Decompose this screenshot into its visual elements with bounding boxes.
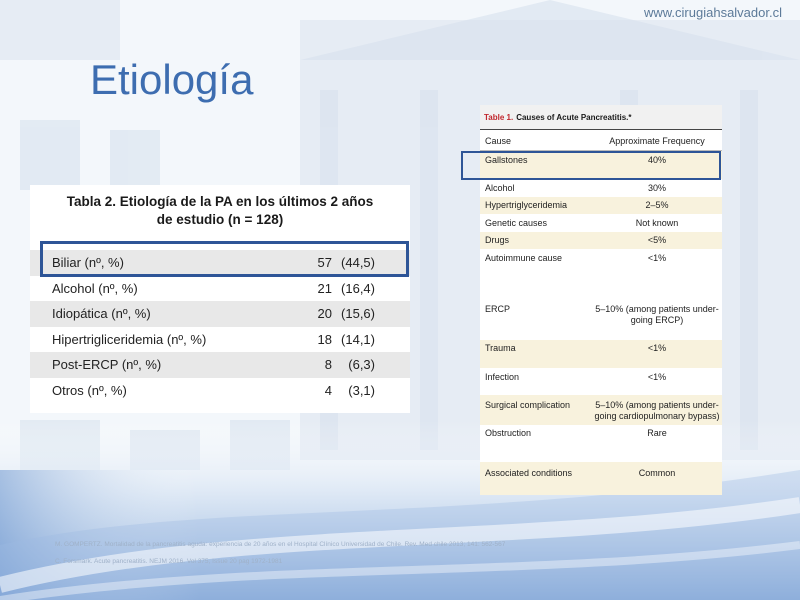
- row-percent: (6,3): [348, 357, 375, 373]
- row-frequency-line: 40%: [647, 154, 666, 165]
- table-row: [30, 250, 410, 276]
- row-label: Hipertrigliceridemia (nº, %): [52, 331, 207, 347]
- table-2-title: [30, 193, 410, 229]
- row-label: Biliar (nº, %): [52, 255, 124, 270]
- table-row: [30, 378, 410, 404]
- row-count: 21: [317, 280, 332, 296]
- row-cause: Alcohol: [485, 182, 515, 193]
- row-percent: (3,1): [348, 382, 375, 398]
- row-frequency-line: 5–10% (among patients under-: [595, 399, 719, 410]
- row-frequency-line: <1%: [647, 342, 667, 353]
- row-frequency: [592, 235, 722, 246]
- row-cause: Infection: [485, 371, 520, 382]
- table-1-header: [480, 130, 722, 151]
- row-frequency: [592, 428, 722, 439]
- row-frequency-line: Common: [638, 467, 676, 478]
- row-cause: Obstruction: [485, 427, 532, 438]
- table-row: [480, 197, 722, 214]
- table-row: [480, 151, 722, 179]
- table-1-title-label: Table 1.: [484, 113, 514, 122]
- table-row: [480, 395, 722, 425]
- table-row: [480, 295, 722, 340]
- row-frequency: [592, 253, 722, 264]
- row-cause: Associated conditions: [485, 467, 573, 478]
- row-frequency-line: <1%: [647, 252, 667, 263]
- row-cause: Hypertriglyceridemia: [485, 199, 568, 210]
- row-frequency-line: <5%: [647, 234, 667, 245]
- row-frequency-line-2: going ERCP): [630, 314, 684, 325]
- row-frequency-line: 5–10% (among patients under-: [595, 303, 719, 314]
- table-1-title: [480, 105, 722, 130]
- row-count: 20: [317, 306, 332, 322]
- table-1: [480, 105, 722, 495]
- row-frequency: [592, 372, 722, 383]
- row-percent: (15,6): [341, 306, 375, 322]
- row-count: 18: [317, 331, 332, 347]
- row-frequency: [592, 304, 722, 326]
- table-row: [30, 352, 410, 378]
- table-row: [30, 301, 410, 327]
- row-frequency-line: Not known: [635, 217, 679, 228]
- row-cause: Gallstones: [485, 154, 528, 165]
- row-label: Alcohol (nº, %): [52, 280, 138, 296]
- column-header-frequency: Approximate Frequency: [609, 136, 705, 146]
- table-row: [480, 340, 722, 368]
- row-frequency: [592, 400, 722, 422]
- reference-1: M. GOMPERTZ. Mortalidad de la pancreatitis aguda: experiencia de 20 años en el Hospital Clínico Universidad de Chile. Rev. Med chile 2013; 141: 562-567: [55, 541, 506, 548]
- table-row: [30, 327, 410, 353]
- row-cause: Surgical complication: [485, 399, 571, 410]
- table-2-title-line-1: Tabla 2. Etiología de la PA en los últimos 2 años: [66, 194, 374, 209]
- row-cause: Drugs: [485, 234, 510, 245]
- row-cause: ERCP: [485, 303, 511, 314]
- table-row: [480, 462, 722, 495]
- row-percent: (14,1): [341, 331, 375, 347]
- row-frequency-line: 2–5%: [645, 199, 669, 210]
- row-frequency-line: Rare: [647, 427, 667, 438]
- row-percent: (44,5): [341, 255, 375, 270]
- table-2: [30, 185, 410, 413]
- row-cause: Autoimmune cause: [485, 252, 563, 263]
- references: [55, 540, 505, 574]
- table-row: [480, 179, 722, 197]
- slide-title: Etiología: [90, 56, 254, 103]
- reference-2: C. Forsmark. Acute pancreatitis. NEJM 2016. Vol 375, Issue 20 pag 1972-1981: [55, 558, 283, 565]
- row-frequency: [592, 183, 722, 194]
- row-frequency: [592, 155, 722, 166]
- table-1-title-text: Causes of Acute Pancreatitis.*: [516, 113, 632, 122]
- website-url: www.cirugiahsalvador.cl: [643, 5, 782, 20]
- table-row: [480, 425, 722, 462]
- table-row: [480, 249, 722, 295]
- row-count: 4: [324, 382, 332, 398]
- row-label: Otros (nº, %): [52, 382, 127, 398]
- row-frequency-line-2: going cardiopulmonary bypass): [594, 410, 720, 421]
- row-cause: Trauma: [485, 342, 516, 353]
- row-count: 8: [324, 357, 332, 373]
- table-row: [30, 276, 410, 302]
- row-frequency: [592, 218, 722, 229]
- row-count: 57: [317, 255, 332, 270]
- column-header-cause: Cause: [485, 136, 512, 146]
- row-label: Post-ERCP (nº, %): [52, 357, 162, 373]
- row-frequency: [592, 343, 722, 354]
- table-row: [480, 368, 722, 395]
- row-cause: Genetic causes: [485, 217, 548, 228]
- row-frequency: [592, 200, 722, 211]
- table-2-body: [30, 250, 410, 404]
- row-frequency-line: <1%: [647, 371, 667, 382]
- row-percent: (16,4): [341, 280, 375, 296]
- table-row: [480, 232, 722, 249]
- row-frequency: [592, 468, 722, 479]
- table-row: [480, 214, 722, 232]
- row-frequency-line: 30%: [647, 182, 666, 193]
- table-2-title-line-2: de estudio (n = 128): [156, 212, 284, 227]
- row-label: Idiopática (nº, %): [52, 306, 151, 322]
